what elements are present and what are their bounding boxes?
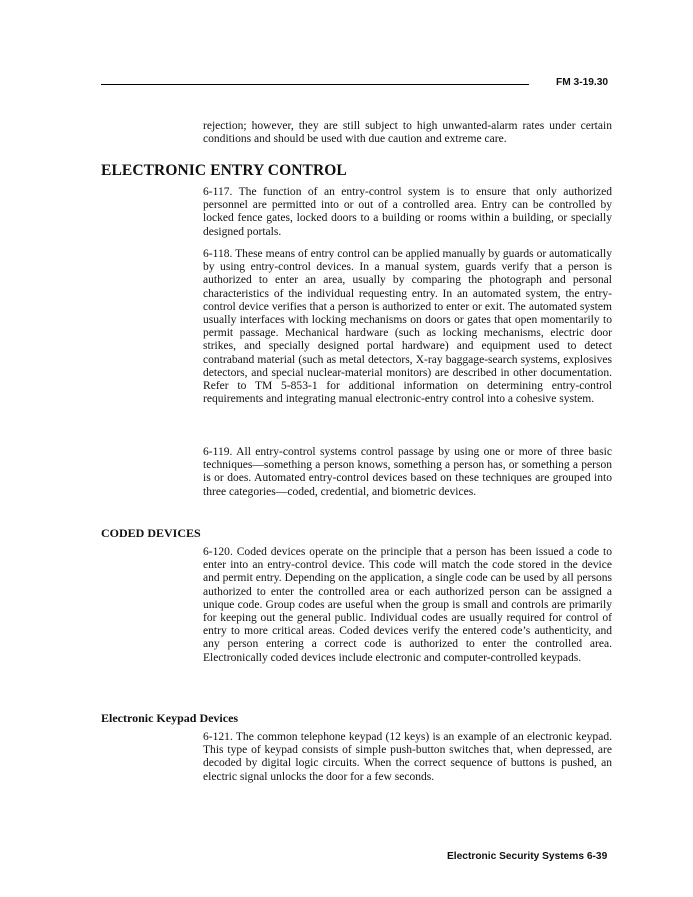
subsection-heading-electronic-keypad-devices: Electronic Keypad Devices — [101, 711, 239, 725]
paragraph-6-120: 6-120. Coded devices operate on the principle that a person has been issued a code to enter into an entry-control device. This code will match the code stored in the device and permit entry. Depending on the application, a single code can be used by all persons authorized to enter the controlled area or each authorized person can be assigned a unique code. Group codes are useful when the group is small and controls are primarily for keeping out the general public. Individual codes are usually required for control of entry to more critical areas. Coded devices verify the entered code’s authenticity, and any person entering a correct code is authorized to enter the controlled area. Electronically coded devices include electronic and computer-controlled keypads. — [203, 546, 612, 664]
header-rule — [101, 84, 529, 85]
paragraph-6-118: 6-118. These means of entry control can be applied manually by guards or automatically by using entry-control devices. In a manual system, guards verify that a person is authorized to enter an area, usually by comparing the photograph and personal characteristics of the individual requesting entry. In an automated system, the entry-control device verifies that a person is authorized to enter or exit. The automated system usually interfaces with locking mechanisms on doors or gates that open momentarily to permit passage. Mechanical hardware (such as locking mechanisms, electric door strikes, and specially designed portal hardware) and equipment used to detect contraband material (such as metal detectors, X-ray baggage-search systems, explosives detectors, and special nuclear-material monitors) are described in other documentation. Refer to TM 5-853-1 for additional information on determining entry-control requirements and integrating manual electronic-entry control into a cohesive system. — [203, 248, 612, 406]
document-id: FM 3-19.30 — [556, 77, 609, 88]
paragraph-6-119: 6-119. All entry-control systems control passage by using one or more of three basic techniques—something a person knows, something a person has, or something a person is or does. Automated entry-control devices based on these techniques are grouped into three categories—coded, credential, and biometric devices. — [203, 446, 612, 498]
section-heading-coded-devices: CODED DEVICES — [101, 526, 201, 540]
paragraph-6-121: 6-121. The common telephone keypad (12 keys) is an example of an electronic keypad. This type of keypad consists of simple push-button switches that, when depressed, are decoded by digital logic circuits. When the correct sequence of buttons is pushed, an electric signal unlocks the door for a few seconds. — [203, 731, 612, 783]
paragraph-6-117: 6-117. The function of an entry-control system is to ensure that only authorized personnel are permitted into or out of a controlled area. Entry can be controlled by locked fence gates, locked doors to a building or rooms within a building, or specially designed portals. — [203, 186, 612, 238]
page-footer: Electronic Security Systems 6-39 — [447, 851, 608, 862]
intro-paragraph: rejection; however, they are still subject to high unwanted-alarm rates under certain conditions and should be used with due caution and extreme care. — [203, 120, 612, 146]
section-heading-electronic-entry-control: ELECTRONIC ENTRY CONTROL — [101, 162, 347, 179]
